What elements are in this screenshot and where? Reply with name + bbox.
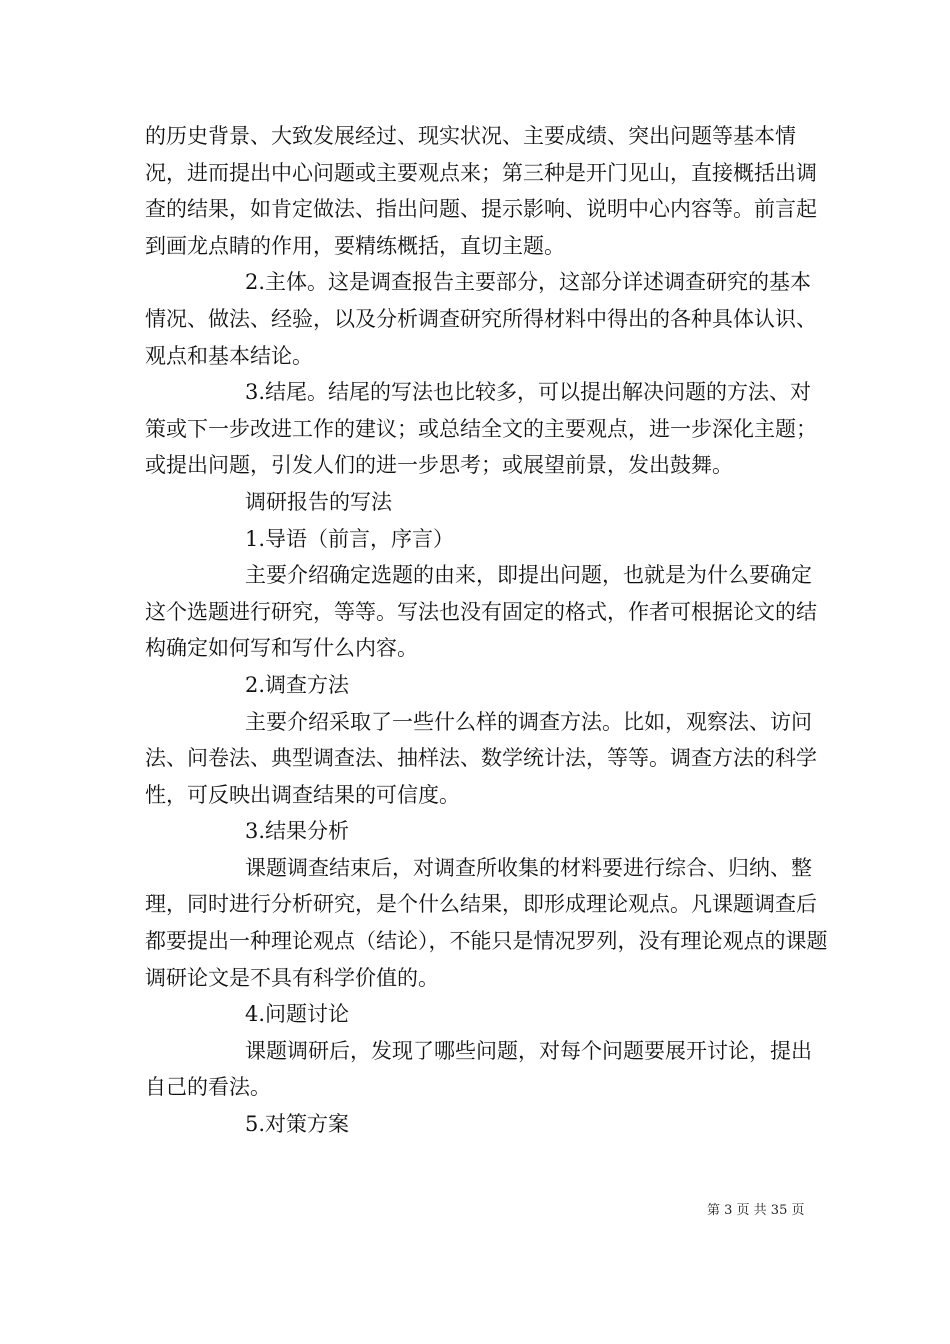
methods-paragraph: 主要介绍采取了一些什么样的调查方法。比如，观察法、访问法、问卷法、典型调查法、抽样法、数学统计法，等等。调查方法的科学性，可反映出调查结果的可信度。 bbox=[145, 709, 817, 807]
subheading-results: 3.结果分析 bbox=[245, 819, 350, 844]
subheading-methods: 2.调查方法 bbox=[245, 672, 350, 697]
subheading-intro: 1.导语（前言，序言） bbox=[245, 526, 455, 551]
section-heading: 调研报告的写法 bbox=[245, 489, 392, 514]
results-paragraph: 课题调查结束后，对调查所收集的材料要进行综合、归纳、整理，同时进行分析研究，是个什么结果，即形成理论观点。凡课题调查后都要提出一种理论观点（结论），不能只是情况罗列，没有理论观点的课题调研论文是不具有科学价值的。 bbox=[145, 855, 828, 990]
discussion-paragraph: 课题调研后，发现了哪些问题，对每个问题要展开讨论，提出自己的看法。 bbox=[145, 1038, 812, 1100]
page-number: 第 3 页 共 35 页 bbox=[707, 1203, 805, 1218]
section-body-paragraph: 2.主体。这是调查报告主要部分，这部分详述调查研究的基本情况、做法、经验，以及分析调查研究所得材料中得出的各种具体认识、观点和基本结论。 bbox=[145, 270, 817, 368]
subheading-solutions: 5.对策方案 bbox=[245, 1112, 350, 1137]
section-ending-paragraph: 3.结尾。结尾的写法也比较多，可以提出解决问题的方法、对策或下一步改进工作的建议；或总结全文的主要观点，进一步深化主题；或提出问题，引发人们的进一步思考；或展望前景，发出鼓舞。 bbox=[145, 380, 817, 478]
document-body bbox=[145, 118, 830, 1143]
subheading-discussion: 4.问题讨论 bbox=[245, 1002, 350, 1027]
intro-paragraph: 主要介绍确定选题的由来，即提出问题，也就是为什么要确定这个选题进行研究，等等。写法也没有固定的格式，作者可根据论文的结构确定如何写和写什么内容。 bbox=[145, 563, 817, 661]
continued-paragraph: 的历史背景、大致发展经过、现实状况、主要成绩、突出问题等基本情况，进而提出中心问题或主要观点来；第三种是开门见山，直接概括出调查的结果，如肯定做法、指出问题、提示影响、说明中心内容等。前言起到画龙点睛的作用，要精练概括，直切主题。 bbox=[145, 124, 817, 258]
